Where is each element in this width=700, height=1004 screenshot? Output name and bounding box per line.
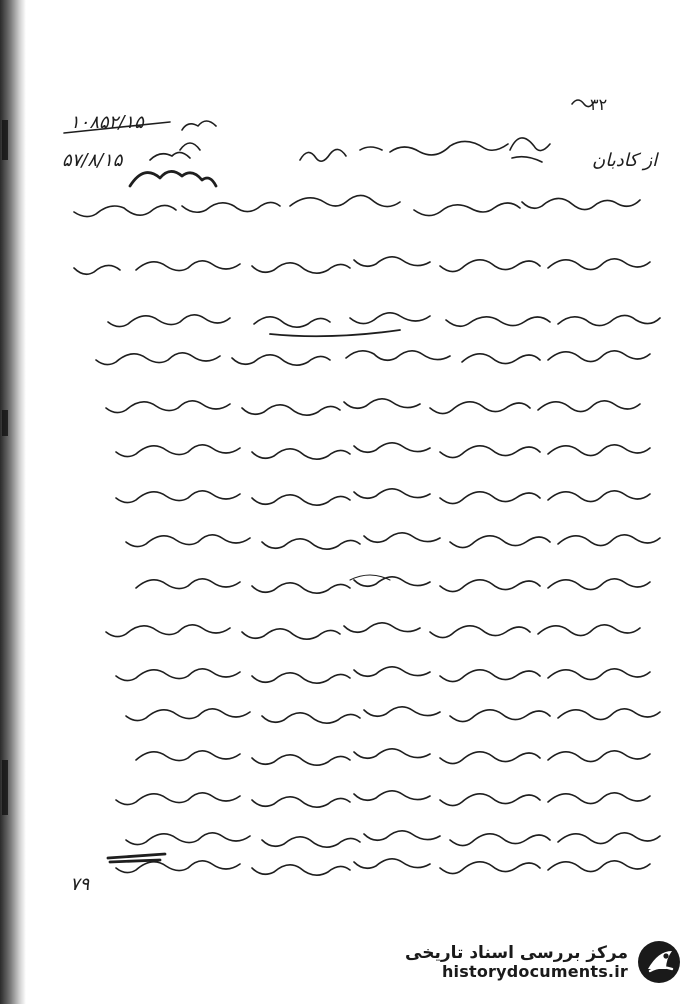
page-number — [70, 874, 90, 895]
handwriting-line-5 — [106, 399, 640, 415]
handwriting-line-8 — [126, 533, 660, 549]
watermark-organization: مرکز بررسی اسناد تاریخی — [405, 942, 628, 963]
svg-text:۵۷/۸/۱۵: ۵۷/۸/۱۵ — [62, 150, 123, 171]
archive-watermark — [404, 934, 682, 990]
page-marker — [572, 95, 607, 114]
handwriting-strikethrough — [108, 854, 165, 862]
header-date — [62, 150, 124, 171]
handwriting-line-11 — [116, 667, 650, 683]
watermark-website: historydocuments.ir — [441, 961, 628, 981]
watermark-text — [405, 944, 628, 980]
handwriting-underline — [270, 330, 400, 336]
handwriting-line-12 — [126, 707, 660, 723]
svg-text:۷۹: ۷۹ — [70, 874, 90, 895]
handwriting-line-6 — [116, 443, 650, 459]
reference-number — [64, 112, 170, 133]
handwriting-line-10 — [106, 623, 640, 639]
header-signature-line — [130, 121, 550, 186]
handwriting-line-13 — [136, 749, 650, 765]
svg-text:از کادبان: از کادبان — [592, 150, 658, 171]
handwriting-line-16 — [116, 859, 650, 875]
handwriting-line-7 — [116, 489, 650, 505]
handwriting-line-2 — [74, 257, 650, 274]
handwriting-line-9 — [136, 577, 650, 593]
archive-emblem-icon — [636, 939, 682, 985]
handwriting-line-3 — [108, 313, 660, 327]
svg-text:۱۰۸۵۲/۱۵: ۱۰۸۵۲/۱۵ — [70, 112, 144, 133]
svg-text:۳۲: ۳۲ — [590, 95, 608, 114]
handwriting-line-15 — [126, 831, 660, 847]
handwriting-line-14 — [116, 791, 650, 807]
handwriting-line-4 — [96, 351, 650, 365]
handwriting-line-1 — [74, 195, 640, 216]
addressee — [592, 150, 659, 171]
